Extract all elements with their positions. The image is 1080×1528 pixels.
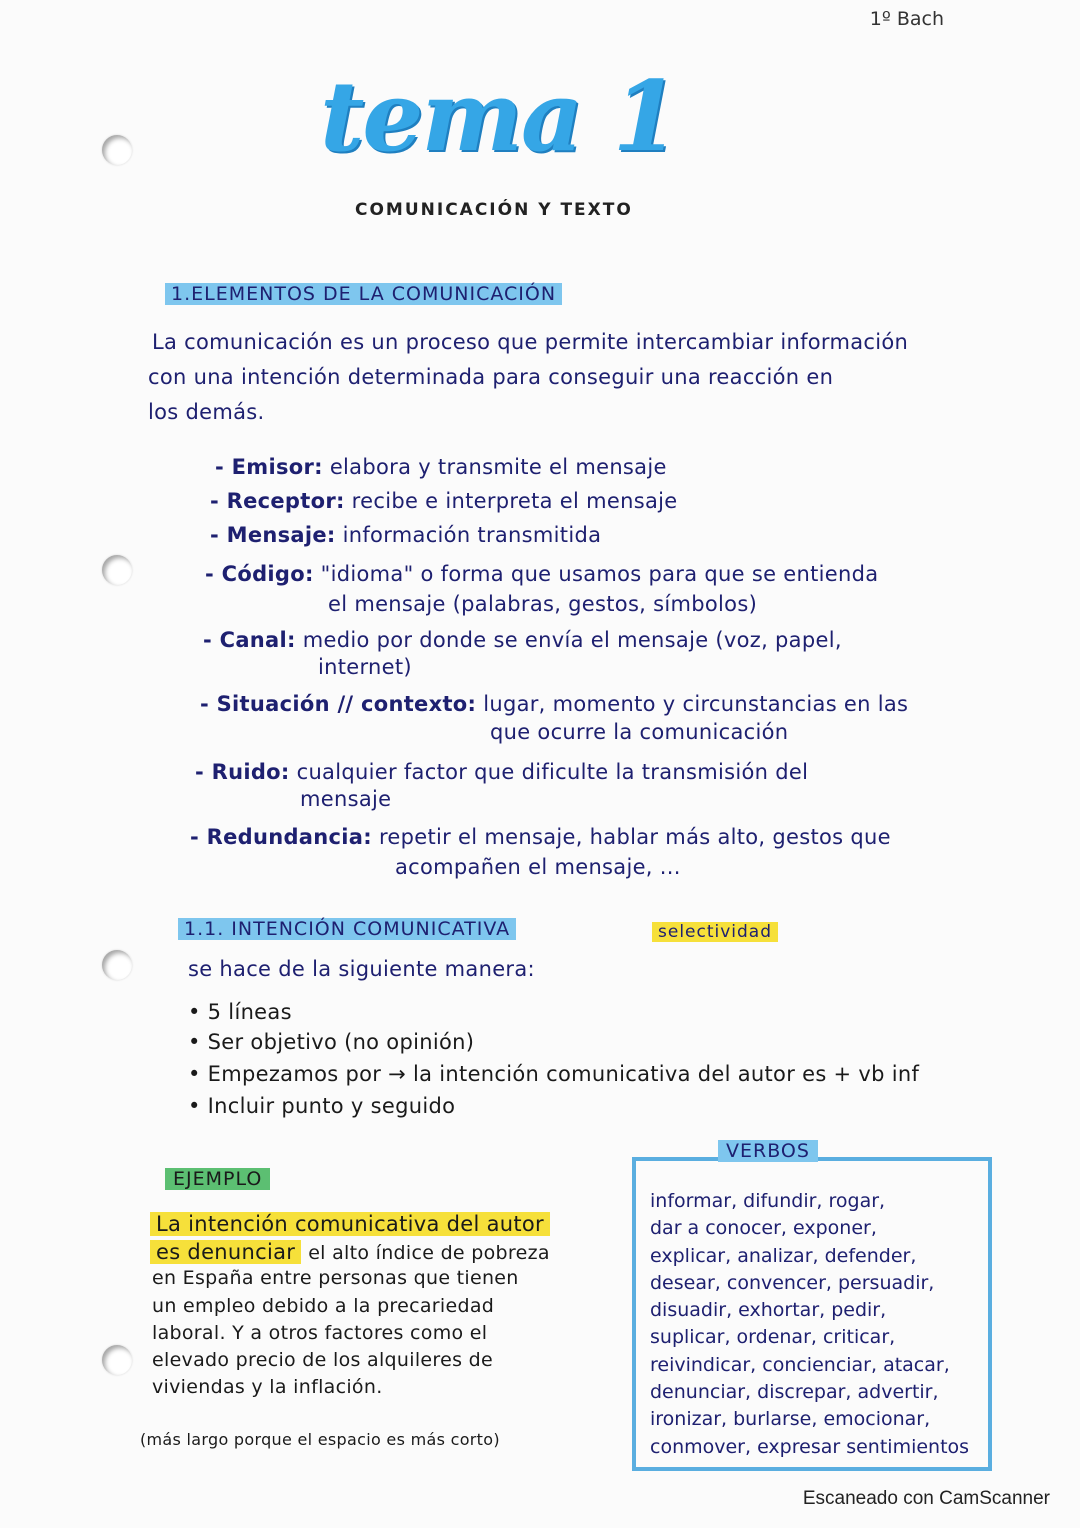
highlight: La intención comunicativa del autor <box>150 1212 550 1236</box>
subsection-intro: se hace de la siguiente manera: <box>188 957 535 981</box>
page-subtitle: COMUNICACIÓN Y TEXTO <box>355 200 633 220</box>
tag-text: selectividad <box>652 922 778 942</box>
subsection-heading-text: 1.1. INTENCIÓN COMUNICATIVA <box>178 918 516 940</box>
verbs-line: ironizar, burlarse, emocionar, <box>650 1408 931 1431</box>
example-line <box>150 1240 550 1264</box>
subsection-heading <box>178 918 516 940</box>
list-item <box>210 523 601 547</box>
course-label: 1º Bach <box>869 8 944 30</box>
definition-cont: el mensaje (palabras, gestos, símbolos) <box>328 592 758 616</box>
verbs-line: conmover, expresar sentimientos <box>650 1435 970 1458</box>
term: - Situación // contexto: <box>200 692 477 716</box>
example-text: el alto índice de pobreza <box>308 1242 550 1264</box>
bullet-text: Empezamos por → la intención comunicativa del autor es + vb inf <box>207 1062 920 1086</box>
term: - Código: <box>205 562 314 586</box>
punch-hole <box>102 950 132 980</box>
example-line <box>150 1212 550 1236</box>
scanner-watermark: Escaneado con CamScanner <box>802 1488 1050 1509</box>
definition: información transmitida <box>342 523 602 547</box>
verbs-line: desear, convencer, persuadir, <box>650 1271 935 1294</box>
punch-hole <box>102 135 132 165</box>
definition-cont: internet) <box>318 655 412 679</box>
example-line: un empleo debido a la precariedad <box>152 1295 495 1317</box>
section-heading <box>165 283 562 305</box>
example-line: laboral. Y a otros factores como el <box>152 1322 488 1344</box>
bullet-item: • Ser objetivo (no opinión) <box>188 1030 475 1054</box>
page-title: tema 1 <box>320 60 678 173</box>
bullet-item: • Empezamos por → la intención comunicativa del autor es + vb inf <box>188 1062 920 1086</box>
selectividad-tag <box>652 922 778 942</box>
list-item <box>215 455 667 479</box>
term: - Receptor: <box>210 489 345 513</box>
definition: "idioma" o forma que usamos para que se entienda <box>320 562 879 586</box>
verbs-list <box>650 1188 980 1461</box>
definition: recibe e interpreta el mensaje <box>351 489 678 513</box>
definition: elabora y transmite el mensaje <box>329 455 667 479</box>
verbs-line: suplicar, ordenar, criticar, <box>650 1326 896 1349</box>
term: - Ruido: <box>195 760 290 784</box>
example-label-text: EJEMPLO <box>165 1168 270 1190</box>
intro-line: los demás. <box>148 400 265 424</box>
term: - Canal: <box>203 628 296 652</box>
example-line: en España entre personas que tienen <box>152 1267 519 1289</box>
verbs-line: reivindicar, concienciar, atacar, <box>650 1353 950 1376</box>
list-item <box>203 628 842 652</box>
list-item <box>195 760 808 784</box>
term: - Redundancia: <box>190 825 372 849</box>
highlight: es denunciar <box>150 1240 301 1264</box>
list-item <box>190 825 891 849</box>
bullet-text: Incluir punto y seguido <box>207 1094 456 1118</box>
verbs-line: dar a conocer, exponer, <box>650 1217 877 1240</box>
verbs-line: informar, difundir, rogar, <box>650 1190 886 1212</box>
definition-cont: mensaje <box>300 787 392 811</box>
list-item <box>205 562 878 586</box>
definition-cont: acompañen el mensaje, ... <box>395 855 681 879</box>
bullet-item: • 5 líneas <box>188 1000 292 1024</box>
bullet-item: • Incluir punto y seguido <box>188 1094 456 1118</box>
section-heading-text: 1.ELEMENTOS DE LA COMUNICACIÓN <box>165 283 562 305</box>
definition-cont: que ocurre la comunicación <box>490 720 789 744</box>
punch-hole <box>102 1345 132 1375</box>
definition: medio por donde se envía el mensaje (voz, papel, <box>302 628 842 652</box>
term: - Mensaje: <box>210 523 336 547</box>
definition: repetir el mensaje, hablar más alto, gestos que <box>378 825 891 849</box>
list-item <box>210 489 677 513</box>
intro-line: La comunicación es un proceso que permite intercambiar información <box>152 330 909 354</box>
definition: lugar, momento y circunstancias en las <box>483 692 909 716</box>
punch-hole <box>102 555 132 585</box>
example-line: viviendas y la inflación. <box>152 1376 383 1398</box>
example-label <box>165 1168 270 1190</box>
verbs-line: denunciar, discrepar, advertir, <box>650 1381 939 1404</box>
verbs-line: disuadir, exhortar, pedir, <box>650 1299 887 1322</box>
example-line: elevado precio de los alquileres de <box>152 1349 493 1371</box>
term: - Emisor: <box>215 455 323 479</box>
verbs-label: VERBOS <box>718 1140 818 1162</box>
verbs-line: explicar, analizar, defender, <box>650 1244 917 1267</box>
intro-line: con una intención determinada para conseguir una reacción en <box>148 365 834 389</box>
example-note: (más largo porque el espacio es más corto) <box>140 1430 500 1449</box>
bullet-text: 5 líneas <box>207 1000 292 1024</box>
definition: cualquier factor que dificulte la transmisión del <box>296 760 809 784</box>
bullet-text: Ser objetivo (no opinión) <box>207 1030 475 1054</box>
list-item <box>200 692 908 716</box>
